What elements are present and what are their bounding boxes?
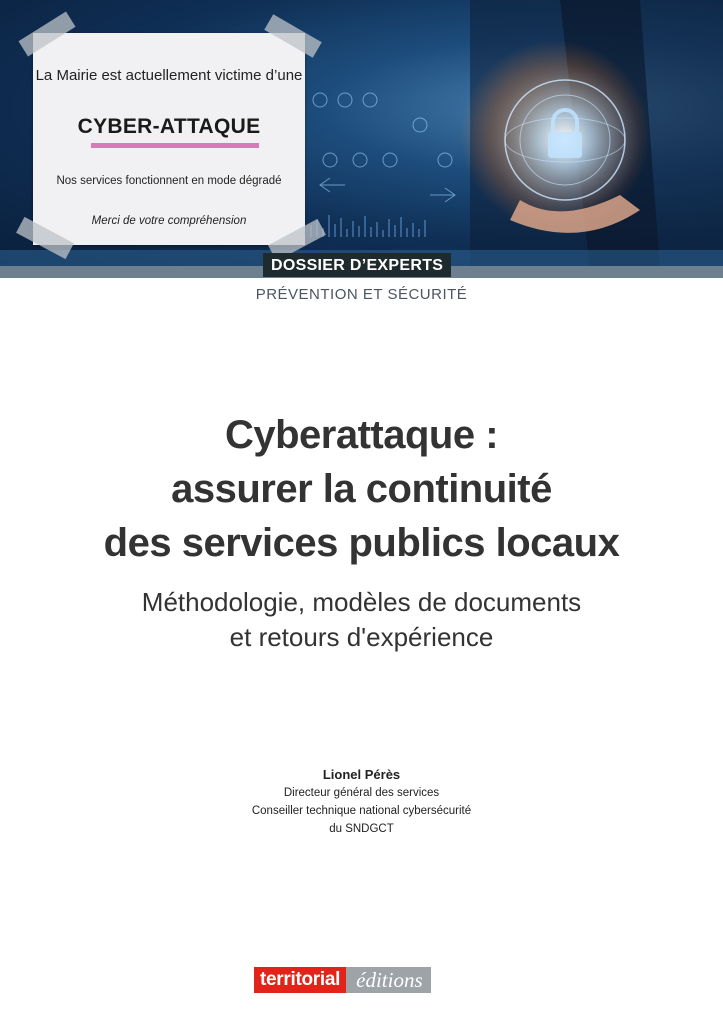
notice-line-1: La Mairie est actuellement victime d’une bbox=[35, 67, 303, 84]
cyberattack-notice-paper bbox=[33, 33, 305, 245]
publisher-logo bbox=[254, 967, 431, 993]
notice-line-4: Merci de votre compréhension bbox=[91, 215, 247, 227]
book-subtitle-line-1: Méthodologie, modèles de documents bbox=[141, 587, 582, 617]
series-badge: DOSSIER D’EXPERTS bbox=[263, 253, 451, 277]
book-title-line-2: assurer la continuité bbox=[171, 467, 552, 511]
book-title bbox=[0, 408, 723, 570]
series-subtitle: PRÉVENTION ET SÉCURITÉ bbox=[255, 286, 468, 303]
author-name: Lionel Pérès bbox=[322, 767, 401, 782]
book-title-line-3: des services publics locaux bbox=[103, 521, 620, 565]
notice-line-3: Nos services fonctionnent en mode dégradé bbox=[56, 175, 282, 187]
notice-title-underline bbox=[91, 143, 259, 148]
author-role-2: Conseiller technique national cybersécurité bbox=[251, 805, 472, 817]
publisher-logo-editions: éditions bbox=[346, 967, 431, 993]
author-block bbox=[0, 766, 723, 838]
author-role-3: du SNDGCT bbox=[329, 823, 394, 835]
publisher-logo-territorial: territorial bbox=[254, 967, 346, 993]
author-role-1: Directeur général des services bbox=[283, 787, 440, 799]
book-subtitle bbox=[0, 585, 723, 655]
notice-title: CYBER-ATTAQUE bbox=[77, 115, 261, 138]
book-subtitle-line-2: et retours d'expérience bbox=[229, 622, 494, 652]
book-title-line-1: Cyberattaque : bbox=[224, 413, 499, 457]
